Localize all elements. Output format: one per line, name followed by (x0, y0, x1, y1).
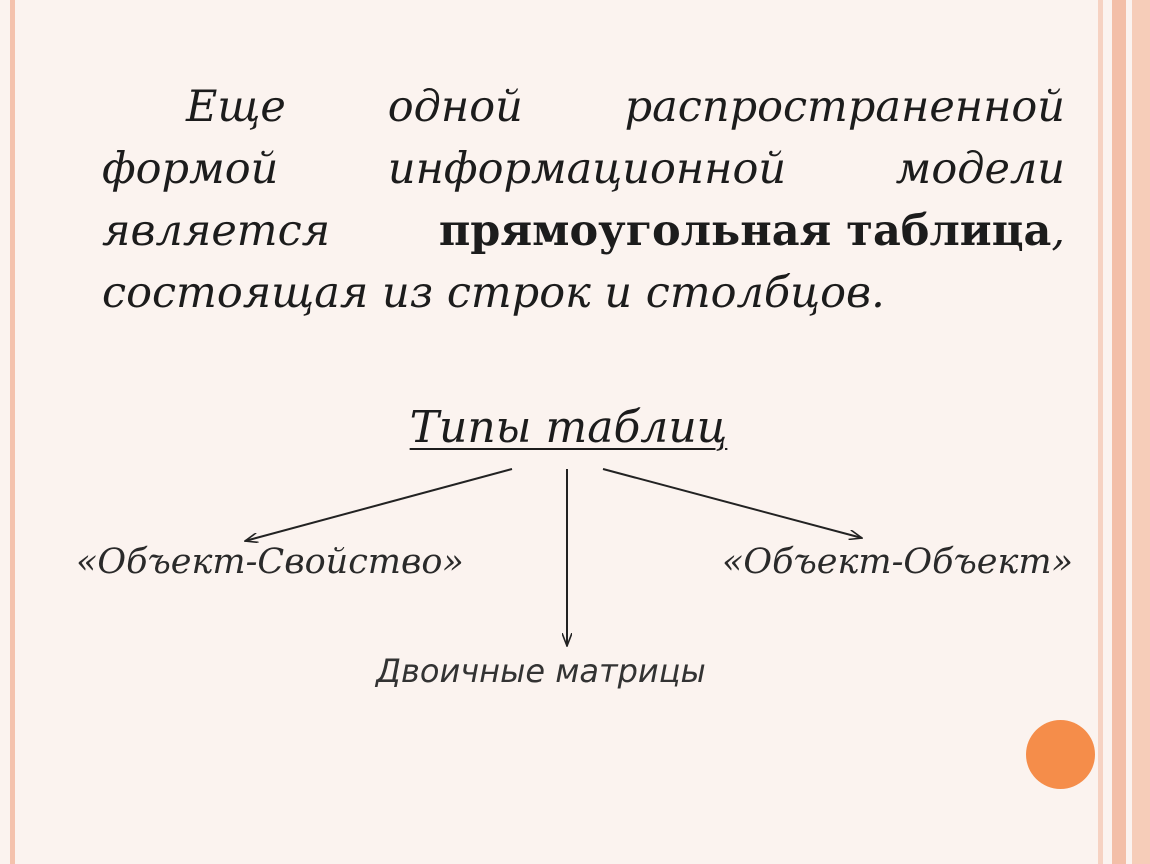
word: модели (895, 144, 1065, 194)
word: одной (387, 82, 523, 132)
orange-circle-icon (1026, 720, 1095, 789)
bold-term: прямоугольная таблица (438, 206, 1052, 256)
arrow-to-left (245, 469, 512, 541)
word: формой (102, 144, 279, 194)
table-type-binary-matrices: Двоичные матрицы (376, 652, 706, 690)
word: распространенной (624, 82, 1065, 132)
table-type-object-property: «Объект-Свойство» (76, 542, 464, 582)
diagram-title: Типы таблиц (409, 402, 728, 453)
arrow-to-right (603, 469, 862, 538)
word: является (102, 206, 331, 256)
word: информационной (387, 144, 787, 194)
word: Еще (186, 82, 286, 132)
table-type-object-object: «Объект-Объект» (722, 542, 1074, 582)
paragraph-line-4: состоящая из строк и столбцов. (102, 268, 885, 318)
comma: , (1051, 206, 1065, 256)
